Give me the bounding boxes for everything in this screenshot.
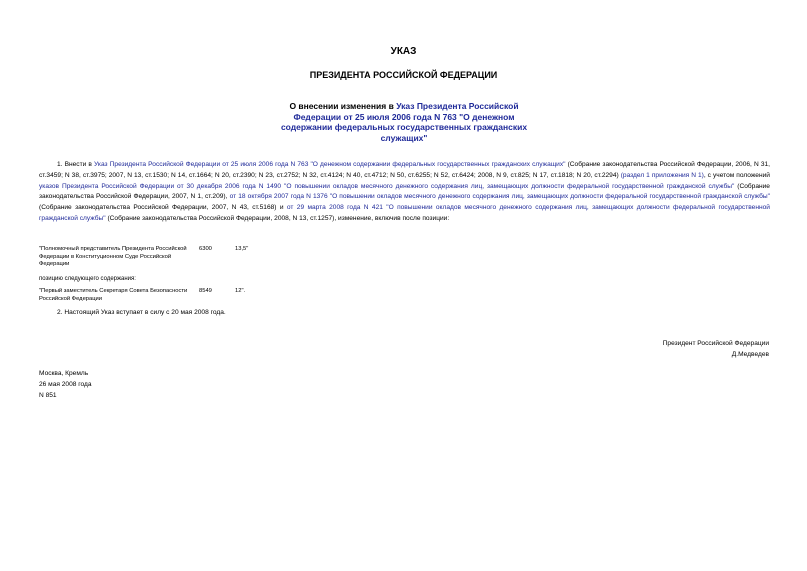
- signature-title: Президент Российской Федерации: [662, 340, 769, 347]
- subject-prefix: О внесении изменения в: [289, 101, 394, 111]
- paragraph-1: [39, 160, 770, 225]
- position-coefficient: 12".: [235, 288, 246, 294]
- position-note: позицию следующего содержания:: [39, 276, 136, 282]
- p1-text-1: 1. Внести в: [57, 161, 92, 168]
- subject-link[interactable]: Указ Президента Российской Федерации от 25 июля 2006 года N 763 "О денежном содержании федеральных государственных гражданских служащих": [280, 101, 528, 143]
- document-subtitle: ПРЕЗИДЕНТА РОССИЙСКОЙ ФЕДЕРАЦИИ: [309, 70, 498, 80]
- paragraph-2: 2. Настоящий Указ вступает в силу с 20 мая 2008 года.: [57, 309, 226, 316]
- p1-link-decree-1376[interactable]: от 18 октября 2007 года N 1376 "О повышении окладов месячного денежного содержания лиц, замещающих должности федеральной государственной гражданской службы": [229, 193, 770, 201]
- document-number: N 851: [39, 392, 57, 399]
- position-name: "Первый заместитель Секретаря Совета Безопасности Российской Федерации: [39, 288, 188, 302]
- place-date: 26 мая 2008 года: [39, 381, 92, 388]
- position-name: "Полномочный представитель Президента Российской Федерации в Конституционном Суде Российской Федерации: [39, 246, 187, 268]
- p1-link-decree-1490[interactable]: указов Президента Российской Федерации от 30 декабря 2006 года N 1490 "О повышении окладов месячного денежного содержания лиц, замещающих должности федеральной государственной гражданской службы": [39, 182, 735, 190]
- position-salary: 6300: [199, 246, 212, 252]
- p1-text-5: (Собрание законодательства Российской Федерации, 2007, N 43, ст.5168) и: [39, 204, 284, 212]
- position-coefficient: 13,5": [235, 246, 249, 252]
- p1-link-decree-421[interactable]: от 29 марта 2008 года N 421 "О повышении окладов месячного денежного содержания лиц, замещающих должности федеральной государственной гражданской службы": [39, 204, 770, 222]
- document-subject: [278, 101, 530, 143]
- p1-link-appendix[interactable]: (раздел 1 приложения N 1): [620, 171, 704, 179]
- position-salary: 8549: [199, 288, 212, 294]
- p1-text-3: , с учетом положений: [703, 171, 770, 179]
- document-title: УКАЗ: [390, 46, 417, 57]
- p1-text-6: (Собрание законодательства Российской Федерации, 2008, N 13, ст.1257), изменение, включив после позиции:: [107, 214, 450, 222]
- p1-text-4: (Собрание законодательства Российской Федерации, 2007, N 1, ст.209),: [39, 182, 770, 201]
- p1-link-decree-763[interactable]: Указ Президента Российской Федерации от 25 июля 2006 года N 763 "О денежном содержании федеральных государственных гражданских служащих": [94, 161, 566, 168]
- signature-name: Д.Медведев: [731, 351, 769, 358]
- p1-text-2: (Собрание законодательства Российской Федерации, 2006, N 31, ст.3459; N 38, ст.3975; 2007, N 13, ст.1530; N 14, ст.1664; N 20, ст.2390; N 23, ст.2752; N 32, ст.4124; N 40, ст.4712; N 50, ст.6255; N 52, ст.6424; 2008, N 9, ст.825; N 17, ст.1818; N 20, ст.2294): [39, 161, 770, 179]
- place-city: Москва, Кремль: [39, 370, 89, 377]
